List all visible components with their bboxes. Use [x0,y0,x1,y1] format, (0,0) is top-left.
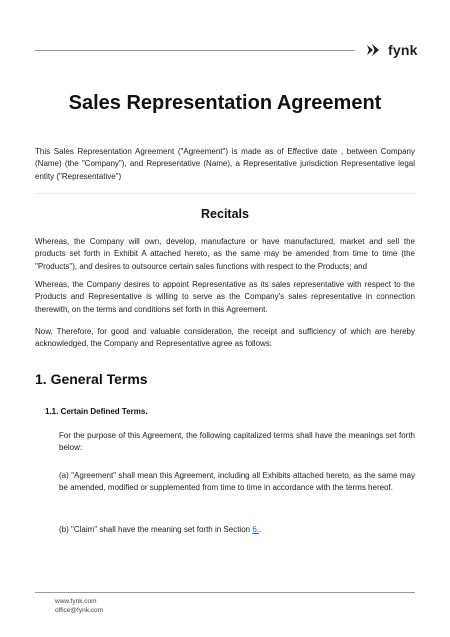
subsection-1-1-heading: 1.1. Certain Defined Terms. [45,407,148,416]
recital-paragraph-2: Whereas, the Company desires to appoint Representative as its sales representative with respect to the Products and Representative is willing to serve as the Company's sales representative in connection therewith, on the terms and conditions set forth in this Agreement. [35,280,415,314]
subsection-1-1-intro: For the purpose of this Agreement, the following capitalized terms shall have the meanings set forth below: [59,431,415,453]
intro-paragraph: This Sales Representation Agreement ("Agreement") is made as of Effective date , between Company (Name) (the "Company"), and Representative (Name), a Representative jurisdiction Representative legal entity ("Representative") [35,147,415,181]
section-6-link[interactable]: 6. [252,525,259,534]
recitals-heading: Recitals [201,207,249,221]
definition-b-end: . [259,525,262,534]
brand-logo [366,42,418,58]
fynk-logo-icon [366,42,384,58]
footer-rule [35,592,415,593]
brand-name: fynk [388,42,418,58]
footer-website[interactable]: www.fynk.com [55,598,97,605]
document-title: Sales Representation Agreement [68,92,382,114]
recital-paragraph-1: Whereas, the Company will own, develop, manufacture or have manufactured, market and sell the products set forth in Exhibit A attached hereto, as the same may be amended from time to time (the "Products"), and desires to outsource certain sales functions with respect to the Products; and [35,237,415,271]
definition-b [59,524,415,536]
section-divider [35,193,415,194]
recital-paragraph-3: Now, Therefore, for good and valuable consideration, the receipt and sufficiency of which are hereby acknowledged, the Company and Representative agree as follows: [35,327,415,349]
section-1-heading: 1. General Terms [35,371,148,387]
definition-b-text: (b) "Claim" shall have the meaning set forth in Section [59,525,253,534]
footer-email[interactable]: office@fynk.com [55,607,104,614]
definition-a: (a) "Agreement" shall mean this Agreement, including all Exhibits attached hereto, as the same may be amended, modified or supplemented from time to time in accordance with the terms hereof. [59,471,415,493]
header-rule [35,50,355,51]
